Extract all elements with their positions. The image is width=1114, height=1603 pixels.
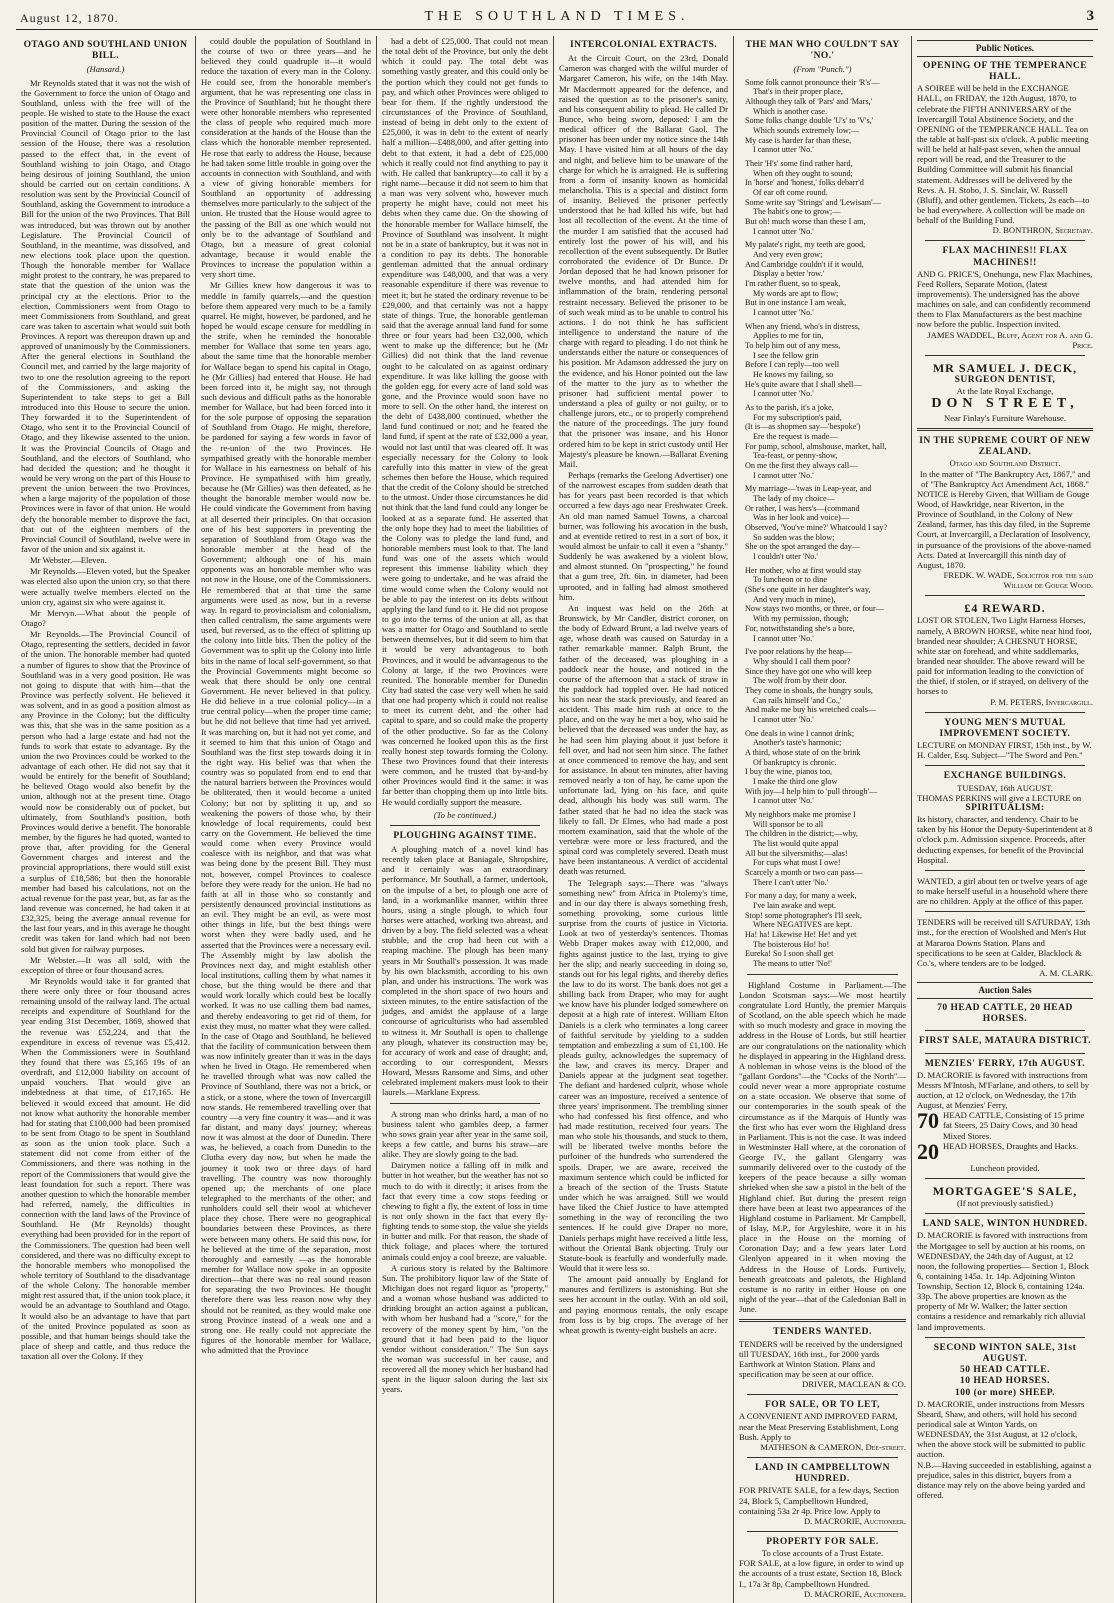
- poem-line: I cannot utter 'No.': [753, 633, 814, 643]
- ad-lot: [917, 1110, 1093, 1140]
- poem-line: He knows my failing, so: [753, 370, 834, 380]
- divider: [925, 712, 1085, 713]
- poem-line: I cannot utter 'No.': [753, 145, 814, 155]
- ad-signature: FREDK. W. WADE, Solicitor for the said William de Gouge Wood.: [943, 570, 1093, 591]
- ad-text: A CONVENIENT AND IMPROVED FARM, near the Meat Preserving Establishment, Long Bush. Apply to: [739, 1411, 899, 1442]
- ad-text: LOST OR STOLEN, Two Light Harness Horses, namely, A BROWN HORSE, white near hind foot, branded near shoulder; A CHESNUT HORSE, white star on forehead, and white saddlemarks, branded near shoulder. The above reward will be paid for information leading to the conviction of the thief, if stolen, or if strayed, on delivery of the horses to: [917, 615, 1092, 697]
- ad-title: TENDERS WANTED.: [773, 1327, 872, 1338]
- poem-line: I've lain awake and wept.: [753, 900, 837, 910]
- poem-line: On me the first they always call—: [745, 461, 858, 471]
- ad-text: NOTICE is Hereby Given, that William de Gouge Wood, of Hawkridge, near Riverton, in the Province of Southland, in the Colony of New Zealand, farmer, has this day filed, in the Supreme Court, at Invercargill, a Declaration of Insolvency, in pursuance of the provisions of the above-named Acts. Dated at Invercargill this ninth day of August, 1870.: [917, 488, 1091, 570]
- newspaper-title: THE SOUTHLAND TIMES.: [424, 9, 690, 24]
- article-credit: (Hansard.): [86, 64, 125, 75]
- ad-subtitle: FIRST SALE, MATAURA DISTRICT.: [919, 1036, 1091, 1047]
- poem-line: Observed, 'You've mine?' Whatcould I say?: [745, 523, 888, 533]
- divider: [917, 428, 1093, 431]
- ad-title: LAND IN CAMPBELLTOWN HUNDRED.: [754, 1462, 891, 1485]
- ad-title: 70 HEAD CATTLE, 20 HEAD HORSES.: [937, 1002, 1073, 1025]
- poem-stanza: [739, 810, 906, 887]
- poem-stanza: [739, 159, 906, 236]
- poem-line: Which sounds extremely low;—: [753, 125, 860, 135]
- ad-text: Its history, character, and tendency. Chair to be taken by his Honor the Deputy-Superintendent at 8 o'clock p.m. Admission sixpence. Proceeds, after deducting expenses, for benefit of the Provincial Hospital.: [917, 814, 1093, 865]
- poem-stanza: [739, 891, 906, 968]
- article-paragraph: An inquest was held on the 26th at Brunswick, by Mr Candler, district coroner, on the body of Edward Brunt, a lad twelve years of age, whose death was caused on Saturday in a rather remarkable manner. Ralph Brunt, the father of the deceased, was ploughing in a paddock near the house, and noticed in the course of the afternoon that a stack of straw in the paddock had toppled over. He had noticed his son near the stack previously, and feared an accident. This made him rush at once to the place, and on the way he met a boy, who said he believed that the deceased was under the hay, as he had seen him playing about it just before it fell over, and had not seen him since. The father at once commenced to remove the hay, and sent for assistance. In about ten minutes, after having removed nearly a ton of hay, he came upon the unfortunate lad, lying on his face, and quite dead, although his body was still warm. The father stated that he had no idea the stack was likely to fall. Dr Elmes, who had made a post mortem examination, said that the whole of the vertebræ were more or less fractured, and the spinal cord was completely severed. Death must have been instantaneous. A verdict of accidental death was returned.: [559, 602, 728, 877]
- ad-reward: [917, 601, 1093, 706]
- article-paragraph: Mr Reynolds would take it for granted that there were only three or four thousand acres remaining unsold of the railway land. The actual receipts and expenditure of Southland for the year ending 31st December, 1869, showed that the revenue was £52,224, and that the expenditure in excess of revenue was £5,412. When the Commissioners were in Southland they found that there was £5,165 19s of an overdraft, and £12,000 liability on account of unpaid vouchers. That would give an indebtedness at that time, of £17,165. He believed it would exceed that amount. He did not know what authority the honorable member had for stating that £100,000 had been promised to be sent from Otago to be spent in Southland as soon as the union took place. Such a statement did not come from either of the Commissioners, and there was nothing in the report of the Commissioners that would give the least foundation for such a report. There was another question to which the honorable member had referred, namely, the difficulties in connection with the land laws of the Province of Southland. He (Mr Reynolds) thought everything had been provided for in the report of the Commissioners. The question had been well considered, and there was no difficulty except to the honorable members who monopolised the whole territory of Southland to the disadvantage of the whole Colony. The honorable member might rest assured that, if the union took place, it would be an advantage to Southland and Otago. It would also be an advantage to have that part of the united Province populated as soon as possible, and that human beings should take the place of sheep and cattle, and thus reduce the taxation all over the Colony. If they: [21, 975, 190, 1362]
- poem-line: Although they talk of 'Pars' and 'Mars,': [745, 96, 873, 106]
- ad-matter: In the matter of "The Bankruptcy Act, 1867," and of "The Bankruptcy Act Amendment Act, 1868.": [919, 468, 1091, 489]
- column-1: [16, 36, 196, 1603]
- ad-title: MORTGAGEE'S SALE,: [932, 1183, 1078, 1198]
- poem-line: My case is harder far than these,: [745, 135, 852, 145]
- ad-street: DON STREET,: [931, 396, 1079, 412]
- divider: [925, 240, 1085, 241]
- page-number: 3: [1086, 8, 1094, 24]
- poem-line: Some folk cannot pronounce their 'R's'—: [745, 77, 880, 87]
- ad-text: D. MACRORIE, under instructions from Messrs Sheard, Shaw, and others, will hold his second periodical sale at Winton Yards, on WEDNESDAY, the 31st August, at 12 o'clock, when the above stock will be submitted to public auction.: [917, 1398, 1086, 1460]
- poem-line: Her mother, who at first would stay: [745, 565, 862, 575]
- ad-title: SECOND WINTON SALE, 31st AUGUST.: [933, 1342, 1077, 1364]
- poem-line: Eureka! So I soon shall get: [745, 949, 834, 959]
- poem-line: For, notwithstanding she's a bore,: [745, 623, 855, 633]
- ad-mortgagee-sale: [917, 1184, 1093, 1332]
- poem-stanza: [739, 484, 906, 561]
- ad-flax-machines: [917, 246, 1093, 350]
- poem-line: (She's one quite in her daughter's way,: [745, 585, 871, 595]
- poem-line: Which is another case.: [753, 106, 828, 116]
- poem-line: For cups what must I owe!: [753, 858, 841, 868]
- ad-property-for-sale: [739, 1537, 906, 1599]
- poem-credit: (From "Punch."): [793, 64, 852, 75]
- ad-address: At the late Royal Exchange,: [956, 386, 1054, 397]
- lot-number: 70: [917, 1108, 939, 1134]
- poem-line: Where NEGATIVES are kept.: [753, 920, 853, 930]
- article-paragraph-highland: Highland Costume in Parliament.—The London Scotsman says:—We most heartily congratulate Lord Huntly, the premier Marquis of Scotland, on the able speech which he made with so much modesty and grace in moving the address in the House of Lords, but still heartier are our congratulations on the nationality which he displayed in appearing in the Highland dress. A nobleman in whose veins is the blood of the "gallant Gordons"—the "Cocks of the North"—could never wear a more appropriate costume on a state occasion. We observe that some of our contemporaries in the south speak of the circumstance as if the Marquis of Huntly was the first who has ever worn the Highland dress in Parliament. This is not the case. It was indeed in Westminster Hall where, at the coronation of George IV., the gallant Glengarry was summarily delivered over to the custody of the keepers of the peace because a silly woman shrieked when she saw a pistol in the belt of the Highland chief. But during the present reign there have been at least two appearances of the Highland costume in Parliament. Mr Campbell, of Islay, M.P., for Argyleshire, wore it in his place in the House on the morning of Coronation Day; and a few years later Lord Glenlyon appeared in it when moving the Address in the House of Lords. Furtively, beneath greatcoats and paletots, the Highland costume is no rarity in either House on one night of the year—that of the Caledonian Ball in June.: [739, 979, 906, 1315]
- poem-line: But in one instance I am weak,: [745, 298, 847, 308]
- poem-line: In 'horse' and 'honest,' folks debarr'd: [745, 178, 864, 188]
- ad-text: THOMAS PERKINS will give a LECTURE on: [917, 792, 1082, 803]
- poem-line: I cannot utter 'No.': [753, 470, 814, 480]
- poem-line: Of ear oft come round.: [753, 187, 828, 197]
- ad-role: SURGEON DENTIST,: [954, 375, 1056, 386]
- poem-line: I cannot utter 'No.': [753, 796, 814, 806]
- poem-line: For pump, school, almshouse, market, hall,: [745, 441, 887, 451]
- ad-title: OPENING OF THE TEMPERANCE HALL.: [922, 60, 1088, 83]
- divider: [925, 595, 1085, 596]
- ad-signature: A. M. CLARK.: [1039, 967, 1093, 978]
- divider: [747, 1394, 898, 1395]
- ad-signature: D. MACRORIE, Auctioneer.: [803, 1515, 906, 1526]
- poem-line: A third, whose state of on the brink: [745, 747, 861, 757]
- article-headline-intercolonial: INTERCOLONIAL EXTRACTS.: [570, 40, 717, 50]
- poem-line: My neighbors make me promise I: [745, 809, 856, 819]
- poem-line: I cannot utter 'No.': [753, 226, 814, 236]
- ad-mataura-sale: [917, 1003, 1093, 1173]
- poem-line: The wolf from by their door.: [753, 676, 847, 686]
- poem-body: [739, 78, 906, 969]
- poem-line: To luncheon or to dine: [753, 575, 828, 585]
- ad-lot: [917, 1138, 1093, 1164]
- poem-line: The boisterous Ho! ho!: [753, 939, 830, 949]
- ad-title: LAND SALE, WINTON HUNDRED.: [922, 1219, 1088, 1230]
- ad-subtitle: (If not previously satisfied.): [957, 1198, 1053, 1209]
- ad-for-sale-farm: [739, 1400, 906, 1452]
- article-paragraph: Mr Webster.—Eleven.: [30, 555, 107, 566]
- divider: [925, 765, 1085, 766]
- divider: [925, 911, 1085, 912]
- poem-line: I make the third one glow: [753, 776, 838, 786]
- poem-line: To help him out of any mess,: [745, 341, 841, 351]
- poem-line: Stop! some photographer's I'll seek,: [745, 910, 862, 920]
- column-3: [377, 36, 554, 1603]
- poem-line: For many a day, for many a week,: [745, 891, 857, 901]
- ad-text: FOR PRIVATE SALE, for a few days, Section 24, Block 5, Campbelltown Hundred, containing 53a 2r 4p. Price low. Apply to: [739, 1485, 900, 1516]
- divider: [747, 1457, 898, 1458]
- lot-text: HEAD CATTLE, Consisting of 15 prime fat Steers, 25 Dairy Cows, and 30 head Mixed Stores.: [943, 1110, 1085, 1141]
- poem-line: Their 'H's' some find rather hard,: [745, 158, 853, 168]
- poem-line: The lady of my choice—: [753, 494, 835, 504]
- divider: [925, 1030, 1085, 1031]
- poem-line: My words are apt to flow;: [753, 288, 839, 298]
- poem-line: I cannot utter 'No.': [753, 308, 814, 317]
- divider: [390, 825, 540, 826]
- ad-title: PROPERTY FOR SALE.: [766, 1536, 879, 1547]
- poem-stanza: [739, 647, 906, 724]
- poem-line: Some folks change double 'U's' to 'V's,': [745, 116, 874, 126]
- divider: [925, 1337, 1085, 1338]
- ad-text: TENDERS will be received till SATURDAY, 13th inst., for the erection of Woolshed and Men's Hut at Mararoa Downs Station. Plans and specifications to be seen at Calder, Blacklock & Co.'s, where tenders are to be lodged.: [917, 917, 1091, 968]
- poem-line: All but the silversmiths;—alas!: [745, 848, 848, 858]
- ad-footnote: Luncheon provided.: [970, 1162, 1040, 1173]
- ad-subject: SPIRITUALISM:: [965, 802, 1045, 813]
- poem-line: Or rather, I was hers's—(command: [745, 503, 860, 513]
- lot-text: HEAD HORSES, Draughts and Hacks.: [943, 1140, 1079, 1151]
- ad-note: N.B.—Having succeeded in establishing, against a prejudice, sales in this district, buyers from a distance may rely on the above being yarded and offered.: [917, 1459, 1092, 1501]
- to-be-continued: (To be continued.): [433, 809, 497, 820]
- article-paragraph: The Telegraph says:—There was "always something new" from Africa in Ptolemy's time, and in our day there is always something fresh, something provoking, some curious little surprise from the courts of justice in Victoria. Look at two of yesterday's sentences. Thomas Webb Draper makes away with £12,000, and fights against justice to the last, trying to give her the slip; and nearly succeeding in doing so, stands out for his legal rights, and thereby defies the law to do its worst. The bank does not get a shilling back from Draper, who may for aught we know have his plunder lodged somewhere on deposit at a high rate of interest. William Elton Daniels is a clerk who terminates a long career of faithful servitude by yielding to a sudden temptation and embezzling a sum of £1,100. He pleads guilty, acknowledges the supremacy of the law, and craves its mercy. Draper and Daniels appear at the judgment seat together. The defiant and hardened culprit, whose whole career was an imposture, received a sentence of three years' imprisonment. The trembling sinner who had confessed his first offence, and who had made restitution, received four years. The man who stole his thousands, and stuck to them, will be liberated twelve months before the purloiner of the hundreds who surrendered the spoils. Draper, we are aware, received the maximum sentence which could be inflicted for a breach of the section of the Trusts Statute under which he was arraigned. Still we would have liked the Chief Justice to have attempted something in the way of reconciling the two sentences. If he could give Draper no more, Daniels perhaps might have received a little less, without the Oriental Bank objecting. Truly our Statute-book is fearfully and wonderfully made. Would that it were less so.: [559, 877, 728, 1273]
- poem-line: I cannot utter 'No.': [753, 714, 814, 724]
- poem-line: Was in her look and voice)—: [753, 513, 849, 523]
- ad-text: D. MACRORIE is favored with instructions from Messrs M'Intosh, M'Farlane, and others, to sell by auction, at 12 o'clock, on Wednesday, the 17th August, at Menzies' Ferry,: [917, 1069, 1090, 1111]
- divider: [925, 1213, 1085, 1214]
- divider: [925, 1178, 1085, 1179]
- divider: [925, 870, 1085, 871]
- poem-line: With my permission, though;: [753, 614, 849, 624]
- poem-line: My marriage—'twas in Leap-year, and: [745, 484, 872, 494]
- divider: [925, 1053, 1085, 1054]
- ad-text: WANTED, a girl about ten or twelve years of age to make herself useful in a household where there are no children. Apply at the office of this paper.: [917, 875, 1088, 907]
- column-5: [734, 36, 912, 1603]
- poem-line: But oh! much worse than these I am,: [745, 216, 866, 226]
- ad-text: To close accounts of a Trust Estate.: [761, 1548, 884, 1559]
- poem-line: Applies to me for tin,: [753, 331, 824, 341]
- poem-line: Now stays two months, or three, or four—: [745, 604, 884, 614]
- poem-line: Will sponsor be to all: [753, 819, 824, 829]
- poem-line: And Cambridge couldn't if it would,: [745, 259, 864, 269]
- poem-line: She on the spot arranged the day—: [745, 542, 861, 552]
- poem-line: Ere the request is made—: [753, 432, 838, 442]
- ad-exchange-buildings: [917, 771, 1093, 864]
- lot-number: 20: [917, 1138, 939, 1164]
- poem-stanza: [739, 322, 906, 399]
- poem-line: So sudden was the blow;: [753, 532, 835, 542]
- ad-title: FLAX MACHINES!! FLAX MACHINES!!: [942, 246, 1068, 268]
- divider: [739, 1319, 906, 1322]
- poem-line: As to the parish, it's a joke,: [745, 403, 834, 413]
- ad-temperance-hall: [917, 61, 1093, 236]
- ad-signature: JAMES WADDEL, Bluff, Agent for A. and G. Price.: [927, 329, 1093, 350]
- ad-lot-line: 100 (or more) SHEEP.: [954, 1387, 1056, 1398]
- article-paragraph: A strong man who drinks hard, a man of no business talent who gambles deep, a farmer who sows grain year after year in the same soil, keeps a few cattle, and burns his straw—are alike. They are slowly going to the bad.: [382, 1108, 548, 1160]
- ad-text: TENDERS will be received by the undersigned till TUESDAY, 16th inst., for 2000 yards Earthwork at Winton Station. Plans and specification may be seen at our office.: [739, 1338, 903, 1379]
- poem-line: One deals in wine I cannot drink;: [745, 728, 855, 738]
- article-paragraph: Perhaps (remarks the Geelong Advertiser) one of the narrowest escapes from sudden death that has for years past been recorded is that which occurred a few days ago near Freshwater Creek. An old man named Samuel Towns, a charcoal burner, was following his avocation in the bush, and at eventide retired to rest in a sort of box, it would almost be unfair to call it even a "shanty." Suddenly he was awakened by a violent blow, and almost stunned. On "prospecting," he found that a gum tree, 2ft. 6in. in diameter, had been uprooted, and in falling had almost smothered him.: [559, 469, 728, 602]
- poem-stanza: [739, 729, 906, 806]
- article-paragraph: Dairymen notice a falling off in milk and butter in hot weather, but the weather has not so much to do with it directly; it arises from the fact that every time a cow stops feeding or chewing to fight a fly, the extent of loss in time is not only shown in the fact that every fly-fighting tends to some stop, the value she yields in butter and milk. For that reason, the shade of thick foliage, and places where the tortured animals could enjoy a cool breeze, are valuable.: [382, 1160, 548, 1262]
- ad-tenders-woolshed: [917, 917, 1093, 978]
- poem-line: Display a better 'row.': [753, 269, 825, 279]
- ad-date: TUESDAY, 16th AUGUST.: [957, 782, 1053, 793]
- ad-title: YOUNG MEN'S MUTUAL IMPROVEMENT SOCIETY.: [939, 717, 1071, 739]
- divider: [390, 1103, 540, 1104]
- ad-text: D. MACRORIE is favored with instructions from the Mortgagee to sell by auction at his rooms, on WEDNESDAY, the 24th day of August, at 12 noon, the following properties— Section 1, Block 6, containing 145a. 1r. 14p. Adjoining Winton Township, Section 12, Block 6, containing 124a. 33p. The above properties are known as the property of Mr W. Walker; the latter section contains a residence and remarkably rich alluvial land improvements.: [917, 1230, 1089, 1332]
- poem-line: He's quite aware that I shall shell—: [745, 379, 862, 389]
- ad-text: A SOIREE will be held in the EXCHANGE HALL, on FRIDAY, the 12th August, 1870, to celebrate the FIFTH ANNIVERSARY of the Invercargill Total Abstinence Society, and the OPENING of the TEMPERANCE HALL. Tea on the table at half-past six o'clock. A public meeting will be held at half-past seven, when the annual report will be read, and the Treasurer to the Building Committee will submit his financial statement. Addresses will be delivered by the Revs. A. H. Stobo, J. S. Sinclair, W. Russell (Bluff), and other gentlemen. Tickets, 2s each—to be had everywhere. A collection will be made on behalf of the Building Fund.: [917, 83, 1090, 226]
- article-paragraph: had a debt of £25,000. That could not mean the total debt of the Province, but only the debt which it could pay. The total debt was something vastly greater, and this could only be the portion which they could not get funds to pay, and which other Provinces were obliged to bear for them. If the rightly understood the circumstances of the Province of Southland, instead of being in debt only to the extent of £25,000, it was in debt to the extent of nearly half a million—£488,000, and after getting into debt to that extent, it had a debt of £25,000 which it really could not find anything to pay it with. He called that bankruptcy—to call it by a right name—because it did not seem to him that a man was very solvent who, however much property he might have, could not meet his debts when they came due. On the showing of the honorable member for Wallace himself, the Province of Southland was insolvent. It might not be in a state of bankruptcy, but it was not in a condition to pay its debts. The honorable gentleman admitted that the annual ordinary expenditure was £48,000, and that was a very reasonable expenditure if there was revenue to meet it; but he stated the ordinary revenue to be £29,000, and that certainly was not a happy state of things. True, the honorable gentleman said that the average annual land fund for some three or four years had been £32,000, which went to make up the difference; but he (Mr Gillies) did not think that the land revenue ought to be calculated on as against ordinary expenditure. It was like killing the goose with the golden egg, for every acre of land sold was gone, and the Province would soon have no more to sell. On the other hand, the interest on the debt of £438,000 continued, whether the land fund continued or not; and he feared the land fund, if spent at the rate of £32,000 a year, would not last until that was cleared off. It was especially necessary for the Colony to look carefully into this matter in view of the great schemes then before the House, which required that the credit of the Colony should be stretched to the utmost. Under those circumstances he did not think that the land fund could any longer be looked at as a separate fund. He asserted that the only hope they had to meet the liabilities of the Colony was to pledge the land fund, and honorable members must look to that. The land fund was one of the assets which would represent this immense liability which they were going to undertake, and he was afraid the time would come when the Colony would not be able to pay the interest on its debts without applying the land fund to it. He did not propose to go into the terms of the union at all, as that was a matter for Otago and Southland to settle between themselves, but it did seem to him that it would be very advantageous to both Provinces, and it would be advantageous to the Colony at large, if the two Provinces were reunited. The honorable member for Dunedin City had stated the case very well when he said that one had property which it could not realise to meet its current debt, and the other had capital to spare, and so could make the property of the other productive. So far as the Colony was concerned he looked upon this as the first really honest step towards forming the Colony. These two Provinces found that their interests were common, and he trusted that by-and-by other Provinces would find it the same: it was far better than chopping them up into little bits. He would cordially support the measure.: [382, 36, 548, 807]
- poem-line: With joy—I help him to 'pull through'—: [745, 786, 878, 796]
- poem-line: I'm rather fluent, so to speak,: [745, 278, 841, 288]
- column-2: [196, 36, 377, 1603]
- poem-line: And make me buy his wretched coals—: [745, 705, 876, 715]
- ad-text: LECTURE on MONDAY FIRST, 15th inst., by W. H. Calder, Esq. Subject—"The Sword and Pen.": [917, 740, 1092, 761]
- poem-stanza: [739, 403, 906, 480]
- poem-line: Of bankruptcy is chronic.: [753, 757, 837, 767]
- page-columns: [16, 36, 1098, 1599]
- article-paragraph: Mr Webster.—It was all sold, with the exception of three or four thousand acres.: [21, 954, 190, 975]
- poem-line: The list would quite appal: [753, 838, 839, 848]
- ad-signature: P. M. PETERS, Invercargill.: [990, 696, 1093, 707]
- divider: [925, 355, 1085, 356]
- ad-title: £4 REWARD.: [964, 601, 1046, 616]
- poem-line: And very even grow;: [753, 249, 823, 259]
- ad-supreme-court: [917, 436, 1093, 590]
- poem-line: Can rails himself 'and Co.,': [753, 695, 842, 705]
- poem-line: I cannot utter 'No.': [753, 389, 814, 399]
- ad-tenders-wanted: [739, 1327, 906, 1389]
- poem-line: They come in shoals, the hungry souls,: [745, 685, 873, 695]
- poem-line: I see the fellow grin: [753, 350, 819, 360]
- poem-line: Another's taste's harmonic;: [753, 738, 842, 748]
- poem-line: The habit's one to grow;—: [753, 207, 841, 217]
- ad-title: FOR SALE, OR TO LET,: [764, 1400, 881, 1411]
- poem-line: When any friend, who's in distress,: [745, 321, 860, 331]
- poem-line: Some write say 'Strings' and 'Lewisam'—: [745, 197, 881, 207]
- poem-line: (It is—as shopmen say—'bespoke'): [745, 422, 861, 432]
- poem-line: I've poor relations by the heap—: [745, 647, 853, 657]
- ad-text: AND G. PRICE'S, Onehunga, new Flax Machines, Feed Rollers, Separate Motion, (latest improvements). The undersigned has the above machines on sale, and can confidently recommend them to Flax Manufacturers as the best machine now before the public. Inspection invited.: [917, 268, 1093, 330]
- section-header-auction-sales: Auction Sales: [917, 982, 1093, 999]
- column-6: [912, 36, 1098, 1603]
- article-paragraph: Mr Reynolds.—The Provincial Council of Otago, representing the settlers, decided in favor of the union. The honorable member had quoted a number of figures to show that the Province of Southland was in a very good position. He was not going to dispute that with him—that the Province was perfectly solvent. He believed it was solvent, and in as good a position almost as any Province in the Colony; but the difficulty was this, that she was in the same position as a person who had a large estate and had not the funds to work that estate to advantage. By the union the two Provinces could be worked to the advantage of each other. He did not say that it would be entirely for the benefit of Southland; he believed Otago would also benefit by the union, although not at the present time. Otago would now be considerably out of pocket, but ultimately, from Southland's position, both Provinces would derive a benefit. The honorable member, by the figures he had quoted, wanted to prove that, after providing for the General Government charges and interest and the provincial appropriations, there would still exist a surplus of £18,586; but then the honorable member had based his calculations, not on the actual revenue for the past year, but, as far as the land revenue was concerned, he had taken it at £32,325, being the average annual revenue for the last four years, and in this average he thought credit was taken for land which had not been sold but given for railway purposes.: [21, 629, 190, 954]
- ad-lot-line: 10 HEAD HORSES.: [959, 1376, 1051, 1387]
- article-paragraph: Mr Reynolds stated that it was not the wish of the Government to force the union of Otago and Southland, unless with the free will of the people. He wished to state to the House the exact position of the matter. During the session of the Provincial Council of Otago prior to the last session of the House, there was a resolution passed to the effect that, in the event of Southland wishing to join Otago, and Otago being desirous of joining Southland, the union should be carried out on certain conditions. A resolution was sent by the Provincial Council of Southland, asking the Government to introduce a Bill for the union of the two Provinces. That Bill was introduced, but was thrown out by another Legislature. The Provincial Council of Southland, in the meantime, was dissolved, and new elections took place upon the question. Though the honorable member for Wallace might protest to the contrary, he was prepared to state that the question of the union was the principal cry at the elections. Prior to the election, Commissioners went from Otago to meet Commissioners from Southland, and great care was taken to ascertain what would suit both Provinces. A report was thereupon drawn up and approved of unanimously by the Commissioners. After the general elections in Southland the Council met, and carried by the large majority of two to one the resolution agreeing to the report of the Commissioners, and asking the Superintendent to take steps to get a Bill introduced into this House to secure the union. They forwarded it to the Superintendent of Otago, who sent it to the Provincial Council of Otago, and they likewise assented to the union. It was the Provincial Councils of Otago and Southland, and the electors of Southland, who had decided the question; and he thought it would be very wrong on the part of this House to prevent the union between the two Provinces, when a large majority of the population of those Provinces were in favor of that union. He would defy the honorable member to disprove the fact, that out of the eighteen members of the Provincial Council of Southland, twelve were in favor of the union and six against it.: [21, 77, 190, 555]
- ad-text: FOR SALE, at a low figure, in order to wind up the accounts of a trust estate, Section 18, Block I., 17a 3r 8p, Campbelltown Hundred.: [739, 1558, 904, 1589]
- ad-signature: D. BONTHRON, Secretary.: [992, 225, 1093, 236]
- article-paragraph: The amount paid annually by England for manures and fertilizers is astonishing. But she sees her account in the outlay. With an old soil, and paying enormous rentals, the only escape from loss is by big crops. The average of her wheat growth is twenty-eight bushels an acre.: [559, 1274, 728, 1335]
- article-headline-ploughing: PLOUGHING AGAINST TIME.: [393, 830, 537, 841]
- poem-line: Since they have got one who will keep: [745, 666, 872, 676]
- ad-near: Near Finlay's Furniture Warehouse.: [944, 412, 1066, 423]
- article-paragraph: could double the population of Southland in the course of two or three years—and he believed they could quadruple it—it would reduce the taxation of every man in the Colony. He could see, from the honorable member's argument, that he was representing one class in the Province of Southland; but he thought there were other honorable members who represented the class of people who required much more consideration at the hands of the House than the class which the honorable member represented. He rose that early to address the House, because he had taken some little trouble in going over the accounts in connection with Southland, and with a view of giving honorable members for Southland an opportunity of addressing themselves more particularly to the subject of the union. He trusted that the House would agree to the passing of the Bill as one which would not only be to the advantage of Southland and Otago, but a measure of great colonial advantage, because it would enable the Provinces to increase the population within a very short time.: [201, 36, 371, 280]
- ad-name: MR SAMUEL J. DECK,: [932, 360, 1078, 375]
- divider: [747, 1531, 898, 1532]
- ad-signature: DRIVER, MACLEAN & CO.: [802, 1379, 906, 1390]
- ad-wanted-girl: [917, 876, 1093, 906]
- ad-signature: D. MACRORIE, Auctioneer.: [803, 1588, 906, 1599]
- poem-line: I couldn't utter 'No.': [753, 552, 818, 562]
- poem-line: Why should I call them poor?: [753, 656, 851, 666]
- poem-line: For my subscription's paid,: [753, 412, 842, 422]
- poem-stanza: [739, 566, 906, 643]
- poem-line: When oft they ought to sound;: [753, 168, 853, 178]
- ad-subtitle: MENZIES' FERRY, 17th AUGUST.: [924, 1058, 1086, 1069]
- poem-line: Tea-feast, or penny-show,: [753, 451, 838, 461]
- article-paragraph: Mr Mervyn.—What about the people of Otago?: [21, 607, 190, 628]
- poem-stanza: [739, 78, 906, 155]
- ad-subtitle: Otago and Southland District.: [949, 458, 1061, 469]
- poem-stanza: [739, 240, 906, 317]
- poem-line: There I can't utter 'No.': [753, 877, 829, 887]
- ad-lot-line: 50 HEAD CATTLE.: [960, 1365, 1050, 1376]
- article-paragraph: A ploughing match of a novel kind has recently taken place at Baniagale, Shropshire, and it certainly was an extraordinary performance. Mr Southall, a farmer, undertook, on the impulse of a bet, to plough one acre of land, in a workmanlike manner, within three hours, using a single plough, to which four horses were attached, working two abreast, and driven by a boy. The field selected was a wheat stubble, and the crop had been cut with a reaping machine. The plough has been many years in Mr Southall's possession. It was made by his own blacksmith, according to his own plan, and under his instructions. The work was completed in the short space of two hours and sixteen minutes, to the entire satisfaction of the judges, and amidst the applause of a large concourse of agriculturists who had assembled to witness it. Mr Southall is open to challenge any plough, whatever its construction may be, for accuracy of work and ease of draught; and, according to our correspondent, Messrs Howard, Messrs Ransome and Sims, and other celebrated implement makers must look to their laurels.—Marklane Express.: [382, 844, 548, 1098]
- article-headline-union-bill: OTAGO AND SOUTHLAND UNION BILL.: [23, 40, 188, 62]
- ad-signature: MATHESON & CAMERON, Dee-street.: [760, 1441, 906, 1452]
- poem-line: Before I can reply—too well: [745, 360, 840, 370]
- poem-line: And very much in mine),: [753, 594, 836, 604]
- poem-line: I buy the wine, pianos too,: [745, 767, 833, 777]
- ad-title: IN THE SUPREME COURT OF NEW ZEALAND.: [919, 436, 1091, 458]
- section-header-public-notices: Public Notices.: [917, 40, 1093, 57]
- divider: [747, 974, 898, 975]
- poem-line: Scarcely a month or two can pass—: [745, 867, 863, 877]
- column-4: [554, 36, 734, 1603]
- poem-line: My palate's right, my teeth are good,: [745, 240, 866, 250]
- ad-title: EXCHANGE BUILDINGS.: [943, 771, 1067, 782]
- issue-date: August 12, 1870.: [20, 11, 119, 25]
- ad-dentist: [917, 361, 1093, 423]
- poem-line: That's in their proper place,: [753, 87, 843, 97]
- poem-line: The children in the district;—why,: [745, 829, 858, 839]
- article-paragraph: Mr Gillies knew how dangerous it was to meddle in family quarrels,—and the question before them appeared very much to be a family quarrel. He might, however, be pardoned, and he hoped he would escape censure for meddling in the strife, when he reminded the honorable member for Wallace that some ten years ago, about the same time that the honorable member for Wallace began to spend his capital in Otago, he (Mr Gillies) had entered that House. He had been forced into it, he might say, not through such devious and difficult paths as the honorable member for Wallace, but had been forced into it for the sole purpose of opposing the separation of Southland from Otago. He might, therefore, be pardoned for saying a few words in favor of the re-union of the two Provinces. He sympathised greatly with the honorable member for Wallace in his earnestness on behalf of his Province. He sympathised with him greatly, because he (Mr Gillies) was then defeated, as he thought the honorable member would now be. He could vindicate the Government from having at all deserted their principles. On that occasion one of his best supporters in preventing the separation of Southland from Otago was the honorable member at the head of the Government; although one of his main opponents was an honorable member who was not now in the House, one of the Commissioners. He remembered that at that time the same arguments were used as now, but in a reverse way. In regard to provincialism and colonialism, then called centralism, the same arguments were used, but reversed, as to the effect of splitting up the colony into little bits. Then the policy of the Government was to split up the Colony into little bits in the name of local self-government, so that the Provincial Governments might become so weak that there should be only one central Government. He never believed in that policy. He did believe in a true colonial policy—in a true central policy—when the proper time came; but he did not believe that time had yet arrived. It was marching on, but it had not yet come, and it seemed to him that this union of Otago and Southland was the first step towards doing it in the right way. His belief was that when the country was so populated from end to end that the natural barriers between the Provinces would be obliterated, then it would become a united Colony; but not by splitting it up, and so weakening the powers of those who, by their knowledge of local requirements, could best carry on the Government. He believed the time would come when every Province would coalesce with its neighbor, and that was what was being done by the present Bill. They must not, however, compel Provinces to coalesce before they were ready for the union. He had no faith at all in those who so constantly and persistently denounced provincial institutions as an evil. They might be an evil, as were most other things in life, but the best things were worst when they were badly used, and he asserted that the Provinces were a necessary evil. The Assembly might by law abolish the Provinces next day, and might establish other local institutions, calling them by what names it chose, but the thing would be there and that would work locally which could best be locally worked. It was no use calling them bad names, and thereby endeavoring to get rid of them, for exist they must, no matter what they were called. In the case of Otago and Southland, he believed that the facility of communication between them was now infinitely greater than it was in the days when he lived in Otago. He remembered when he travelled through what was now called the Province of Southland, there was not a brick, or a stick, or a stone, where the town of Invercargill now stands. He remembered travelling over that country —a very fine country it was—and it was far distant, and many days' journey; whereas now it was almost at the door of Dunedin. There was, he believed, a coach from Dunedin to the Clutha every day now, but when he made the journey it took two or three days of hard travelling. The country was now thoroughly opened up; the merchants of one place telegraphed to the merchants of the other; and runholders could sell their wool at whichever place they chose. There were no geographical boundaries between these Provinces, as there were between many others. He said this now, for he believed at the time of the separation, most thoroughly and earnestly —as the honorable member for Wallace now spoke in an opposite direction—that there was no real sound reason for separating the two Provinces. He thought therefore there was less reason now why they should not be reunited, as they would make one strong Province instead of a weak one and a strong one. He really could not appreciate the figures of the honorable member for Wallace, who admitted that the Province: [201, 280, 371, 1356]
- article-paragraph: A curious story is related by the Baltimore Sun. The prohibitory liquor law of the State of Michigan does not regard liquor as "property," and a woman whose husband was addicted to drinking brought an action against a publican, with whom her husband had a "score," for the recovery of the money spent by him, "on the ground that it had been paid to the liquor vendor without consideration." The Sun says the woman was successful in her cause, and recovered all the money which her husband had spent in the liquor saloon during the last six years.: [382, 1262, 548, 1395]
- masthead: [16, 8, 1098, 30]
- poem-title: THE MAN WHO COULDN'T SAY 'NO.': [745, 40, 900, 62]
- ad-second-winton-sale: [917, 1343, 1093, 1500]
- article-paragraph: At the Circuit Court, on the 23rd, Donald Cameron was charged with the wilful murder of Margaret Cameron, his wife, on the 14th May. Mr Macdermott appeared for the defence, and raised the question as to the prisoner's sanity, and his consequent ability to plead. He called Dr Bunce, who being sworn, deposed: I am the medical officer of the Ballarat Gaol. The prisoner has been under my notice since the 14th May. I have visited him at all hours of the day and night, and believe him to be unaware of the charge for which he is arraigned. He is suffering from a form of insanity known as homicidal melancholia. This is a special and distinct form of insanity. Believed the prisoner perfectly understood that he had killed his wife, but had lost all recollection of the event. At the time of the murder I am satisfied that the accused had entirely lost the power of his will, and his recollection of the event subsequently. Dr Butler corroborated the evidence of Dr Bunce. Dr Jordan deposed that he had known prisoner for twelve months, and had attended him for inflammation of the brain, rendering personal restraint necessary. Believed the prisoner to be of such weak mind as to be unable to control his actions. I do not think he has sufficient intelligence to understand the nature of the charge with regard to pleading. I do not think he understands either the nature or consequences of his position. Mr Adamson addressed the jury on the evidence, and his Honor pointed out the law of the matter to the jury as to whether the prisoner had sufficient mental power to understand a plea of guilty or not guilty, or to challenge jurors, etc., or to properly comprehend the nature of the proceedings. The jury found that the prisoner was insane, and his Honor ordered him to be kept in strict custody until Her Majesty's pleasure be known.—Ballarat Evening Mail.: [559, 53, 728, 469]
- article-paragraph: Mr Reynolds.—Eleven voted, but the Speaker was elected also upon the union cry, so that there were actually twelve members elected on the union cry, against six who were against it.: [21, 566, 190, 607]
- ad-land-campbelltown: [739, 1463, 906, 1526]
- ad-young-mens-society: [917, 718, 1093, 761]
- poem-line: The means to utter 'No!': [753, 959, 832, 968]
- poem-line: Ha! ha! Likewise He! He! and yet: [745, 929, 857, 939]
